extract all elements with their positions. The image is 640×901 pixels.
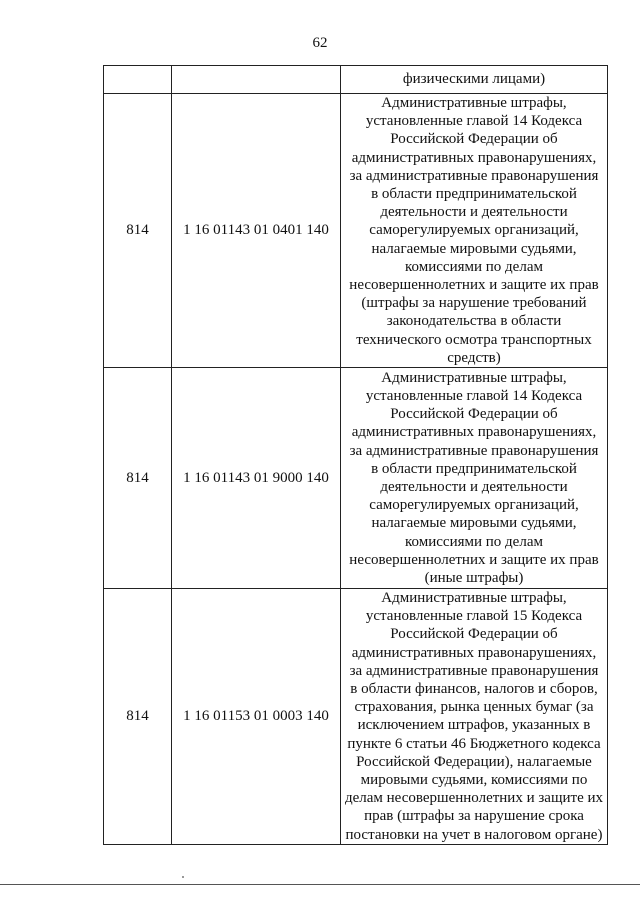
description-line: за административные правонарушения xyxy=(349,662,599,679)
description-cell xyxy=(341,66,608,94)
page-bottom-rule xyxy=(0,884,640,885)
description-line: страхования, рынка ценных бумаг (за xyxy=(354,699,594,716)
admin-code-cell: 814 xyxy=(104,368,172,589)
table-row xyxy=(104,589,608,845)
description-line: законодательства в области xyxy=(386,313,562,330)
description-line: административных правонарушениях, xyxy=(351,149,597,166)
budget-code-cell: 1 16 01143 01 9000 140 xyxy=(172,368,341,589)
description-line: делам несовершеннолетних и защите их xyxy=(344,790,604,807)
table-row xyxy=(104,94,608,368)
description-line: Административные штрафы, xyxy=(381,369,567,386)
description-line: административных правонарушениях, xyxy=(351,644,597,661)
description-line: в области финансов, налогов и сборов, xyxy=(350,681,598,698)
budget-code-cell xyxy=(172,66,341,94)
budget-code-cell: 1 16 01143 01 0401 140 xyxy=(172,94,341,368)
description-line: несовершеннолетних и защите их прав xyxy=(349,277,599,294)
description-line: за административные правонарушения xyxy=(349,442,599,459)
description-line: пункте 6 статьи 46 Бюджетного кодекса xyxy=(347,735,601,752)
description-line: постановки на учет в налоговом органе) xyxy=(345,826,603,843)
description-line: налагаемые мировыми судьями, xyxy=(371,515,577,532)
description-cell xyxy=(341,589,608,845)
description-line: установленные главой 14 Кодекса xyxy=(365,388,583,405)
description-line: налагаемые мировыми судьями, xyxy=(371,240,577,257)
description-line: за административные правонарушения xyxy=(349,167,599,184)
page-number: 62 xyxy=(312,35,328,51)
description-line: саморегулируемых организаций, xyxy=(369,497,579,514)
description-line: в области предпринимательской xyxy=(371,460,577,477)
description-cell xyxy=(341,94,608,368)
description-cell xyxy=(341,368,608,589)
table-row xyxy=(104,66,608,94)
scan-speck xyxy=(182,876,184,878)
description-line: комиссиями по делам xyxy=(405,258,543,275)
description-line: (иные штрафы) xyxy=(424,570,524,587)
description-line: исключением штрафов, указанных в xyxy=(357,717,591,734)
description-line: деятельности и деятельности xyxy=(380,479,568,496)
description-line: физическими лицами) xyxy=(402,71,546,88)
description-line: административных правонарушениях, xyxy=(351,424,597,441)
description-line: саморегулируемых организаций, xyxy=(369,222,579,239)
description-line: технического осмотра транспортных xyxy=(356,331,592,348)
description-line: Российской Федерации об xyxy=(390,626,558,643)
revenue-codes-table xyxy=(103,65,608,845)
description-line: Административные штрафы, xyxy=(381,590,567,607)
description-line: несовершеннолетних и защите их прав xyxy=(349,551,599,568)
description-line: установленные главой 15 Кодекса xyxy=(365,608,583,625)
description-line: комиссиями по делам xyxy=(405,533,543,550)
admin-code-cell: 814 xyxy=(104,589,172,845)
admin-code-cell xyxy=(104,66,172,94)
admin-code-cell: 814 xyxy=(104,94,172,368)
table-body xyxy=(104,66,608,845)
description-line: в области предпринимательской xyxy=(371,186,577,203)
description-line: Административные штрафы, xyxy=(381,95,567,111)
description-line: Российской Федерации об xyxy=(390,406,558,423)
description-line: деятельности и деятельности xyxy=(380,204,568,221)
description-line: мировыми судьями, комиссиями по xyxy=(360,772,588,789)
description-line: (штрафы за нарушение требований xyxy=(361,295,587,312)
description-line: установленные главой 14 Кодекса xyxy=(365,113,583,130)
budget-code-cell: 1 16 01153 01 0003 140 xyxy=(172,589,341,845)
description-line: Российской Федерации), налагаемые xyxy=(356,753,592,770)
table-row xyxy=(104,368,608,589)
description-line: средств) xyxy=(447,349,501,366)
description-line: Российской Федерации об xyxy=(390,131,558,148)
description-line: прав (штрафы за нарушение срока xyxy=(364,808,584,825)
